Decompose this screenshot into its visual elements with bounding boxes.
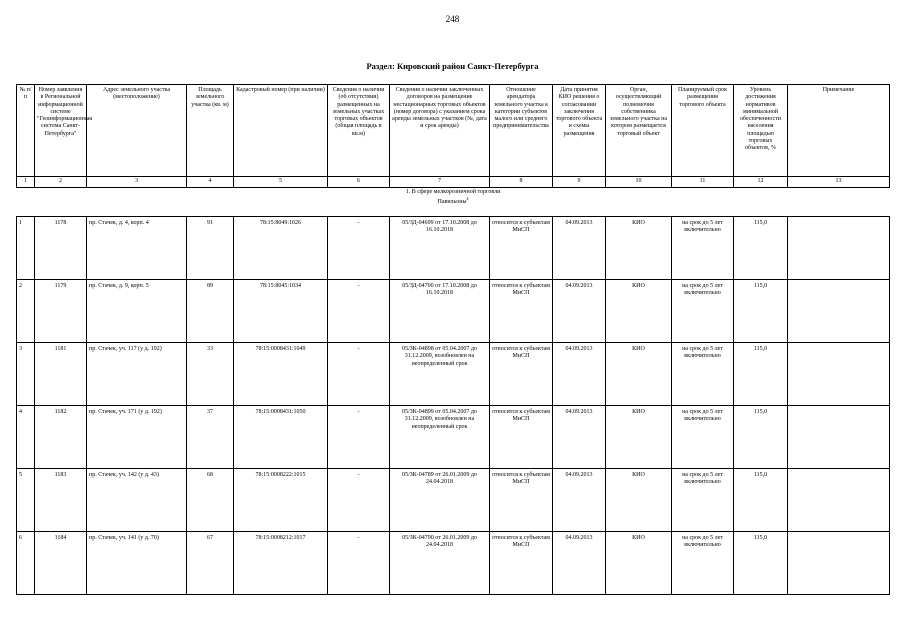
planned-term: на срок до 5 лет включительно	[672, 343, 734, 406]
contract: 05/ЗД-04699 от 17.10.2008 до 16.10.2018	[390, 217, 490, 280]
note	[788, 532, 890, 595]
column-number: 10	[606, 177, 672, 188]
area: 68	[187, 469, 234, 532]
cadastral-number: 78:15:0008212:1017	[234, 532, 328, 595]
column-header: Дата принятия КИО решения о согласовании заключения торгового объекта и схемы размещения	[553, 85, 606, 177]
organ: КИО	[606, 343, 672, 406]
category: относится к субъектам МиСП	[490, 280, 553, 343]
column-header: Орган, осуществляющий полномочия собственника земельного участка на котором размещается торговый объект	[606, 85, 672, 177]
category: относится к субъектам МиСП	[490, 217, 553, 280]
contract: 05/ЗК-04790 от 26.01.2009 до 24.04.2018	[390, 532, 490, 595]
row-number: 2	[17, 280, 35, 343]
footnote-mark: 4	[466, 196, 469, 202]
cadastral-number: 78:15:8049:1026	[234, 217, 328, 280]
table-row	[17, 469, 890, 532]
cadastral-number: 78:15:0008431:1050	[234, 406, 328, 469]
contract: 05/ЗД-04700 от 17.10.2008 до 16.10.2018	[390, 280, 490, 343]
subsection-subtitle	[17, 196, 890, 206]
address: пр. Стачек, д. 9, корп. 5	[87, 280, 187, 343]
application-number: 1182	[35, 406, 87, 469]
column-number: 2	[35, 177, 87, 188]
decision-date: 04.09.2013	[553, 217, 606, 280]
level: 115,0	[734, 343, 788, 406]
cadastral-number: 78:15:0008431:1049	[234, 343, 328, 406]
application-number: 1181	[35, 343, 87, 406]
note	[788, 343, 890, 406]
level: 115,0	[734, 406, 788, 469]
table-row	[17, 532, 890, 595]
subsection-title: 1. В сфере мелкорозничной торговли	[405, 189, 501, 195]
page-number: 248	[445, 14, 460, 24]
planned-term: на срок до 5 лет включительно	[672, 280, 734, 343]
level: 115,0	[734, 280, 788, 343]
level: 115,0	[734, 469, 788, 532]
row-number: 5	[17, 469, 35, 532]
planned-term: на срок до 5 лет включительно	[672, 532, 734, 595]
cadastral-number: 78:15:0008222:1015	[234, 469, 328, 532]
address: пр. Стачек, уч. 117 (у д. 192)	[87, 343, 187, 406]
column-number: 3	[87, 177, 187, 188]
subsection-cell	[17, 188, 890, 217]
planned-term: на срок до 5 лет включительно	[672, 217, 734, 280]
row-number: 4	[17, 406, 35, 469]
planned-term: на срок до 5 лет включительно	[672, 406, 734, 469]
contract: 05/ЗК-04789 от 26.01.2009 до 24.04.2018	[390, 469, 490, 532]
column-header: № п/п	[17, 85, 35, 177]
organ: КИО	[606, 280, 672, 343]
column-number-row	[17, 177, 890, 188]
register-table	[16, 84, 890, 595]
category: относится к субъектам МиСП	[490, 469, 553, 532]
column-number: 1	[17, 177, 35, 188]
category: относится к субъектам МиСП	[490, 532, 553, 595]
column-number: 13	[788, 177, 890, 188]
area: 89	[187, 280, 234, 343]
decision-date: 04.09.2013	[553, 532, 606, 595]
objects-info: -	[328, 343, 390, 406]
organ: КИО	[606, 469, 672, 532]
organ: КИО	[606, 406, 672, 469]
column-number: 9	[553, 177, 606, 188]
area: 37	[187, 406, 234, 469]
planned-term: на срок до 5 лет включительно	[672, 469, 734, 532]
level: 115,0	[734, 532, 788, 595]
objects-info: -	[328, 406, 390, 469]
area: 91	[187, 217, 234, 280]
column-number: 4	[187, 177, 234, 188]
note	[788, 469, 890, 532]
column-number: 11	[672, 177, 734, 188]
address: пр. Стачек, уч. 171 (у д. 192)	[87, 406, 187, 469]
table-row	[17, 406, 890, 469]
area: 67	[187, 532, 234, 595]
application-number: 1178	[35, 217, 87, 280]
section-title: Раздел: Кировский район Санкт-Петербурга	[366, 61, 539, 71]
objects-info: -	[328, 217, 390, 280]
column-header: Отношение арендатора земельного участка к категории субъектов малого или среднего предпринимательства	[490, 85, 553, 177]
application-number: 1184	[35, 532, 87, 595]
row-number: 1	[17, 217, 35, 280]
organ: КИО	[606, 217, 672, 280]
contract: 05/ЗК-04899 от 05.04.2007 до 31.12.2009, возобновлен на неопределенный срок	[390, 406, 490, 469]
address: пр. Стачек, д. 4, корп. 4	[87, 217, 187, 280]
decision-date: 04.09.2013	[553, 343, 606, 406]
note	[788, 406, 890, 469]
category: относится к субъектам МиСП	[490, 343, 553, 406]
column-header: Номер заявления в Региональной информационной системе "Геоинформационная система Санкт-Петербурга"	[35, 85, 87, 177]
application-number: 1179	[35, 280, 87, 343]
note	[788, 280, 890, 343]
row-number: 3	[17, 343, 35, 406]
table-row	[17, 217, 890, 280]
column-header: Сведения о наличии заключенных договоров на размещение нестационарных торговых объектов (номер договора) с указанием срока аренды земельных участков (№, дата и срок аренды)	[390, 85, 490, 177]
category: относится к субъектам МиСП	[490, 406, 553, 469]
objects-info: -	[328, 280, 390, 343]
note	[788, 217, 890, 280]
area: 33	[187, 343, 234, 406]
contract: 05/ЗК-04898 от 05.04.2007 до 31.12.2009, возобновлен на неопределенный срок	[390, 343, 490, 406]
subsection-row	[17, 188, 890, 217]
column-header: Адрес земельного участка (местоположение)	[87, 85, 187, 177]
level: 115,0	[734, 217, 788, 280]
decision-date: 04.09.2013	[553, 469, 606, 532]
header-row	[17, 85, 890, 177]
cadastral-number: 78:15:8045:1034	[234, 280, 328, 343]
column-header: Сведения о наличии (об отсутствии) размещенных на земельных участках торговых объектов (общая площадь в кв.м)	[328, 85, 390, 177]
row-number: 6	[17, 532, 35, 595]
decision-date: 04.09.2013	[553, 280, 606, 343]
column-number: 12	[734, 177, 788, 188]
column-header: Площадь земельного участка (кв. м)	[187, 85, 234, 177]
column-header: Уровень достижения нормативов минимальной обеспеченности населения площадью торговых объектов, %	[734, 85, 788, 177]
address: пр. Стачек, уч. 141 (у д. 70)	[87, 532, 187, 595]
objects-info: -	[328, 532, 390, 595]
organ: КИО	[606, 532, 672, 595]
column-number: 7	[390, 177, 490, 188]
column-header: Планируемый срок размещения торгового объекта	[672, 85, 734, 177]
column-header: Примечание	[788, 85, 890, 177]
column-number: 8	[490, 177, 553, 188]
objects-info: -	[328, 469, 390, 532]
column-number: 6	[328, 177, 390, 188]
column-header: Кадастровый номер (при наличии)	[234, 85, 328, 177]
decision-date: 04.09.2013	[553, 406, 606, 469]
column-number: 5	[234, 177, 328, 188]
application-number: 1183	[35, 469, 87, 532]
address: пр. Стачек, уч. 142 (у д. 43)	[87, 469, 187, 532]
subsection-sub-label: Павильоны	[437, 199, 467, 206]
table-row	[17, 280, 890, 343]
table-row	[17, 343, 890, 406]
